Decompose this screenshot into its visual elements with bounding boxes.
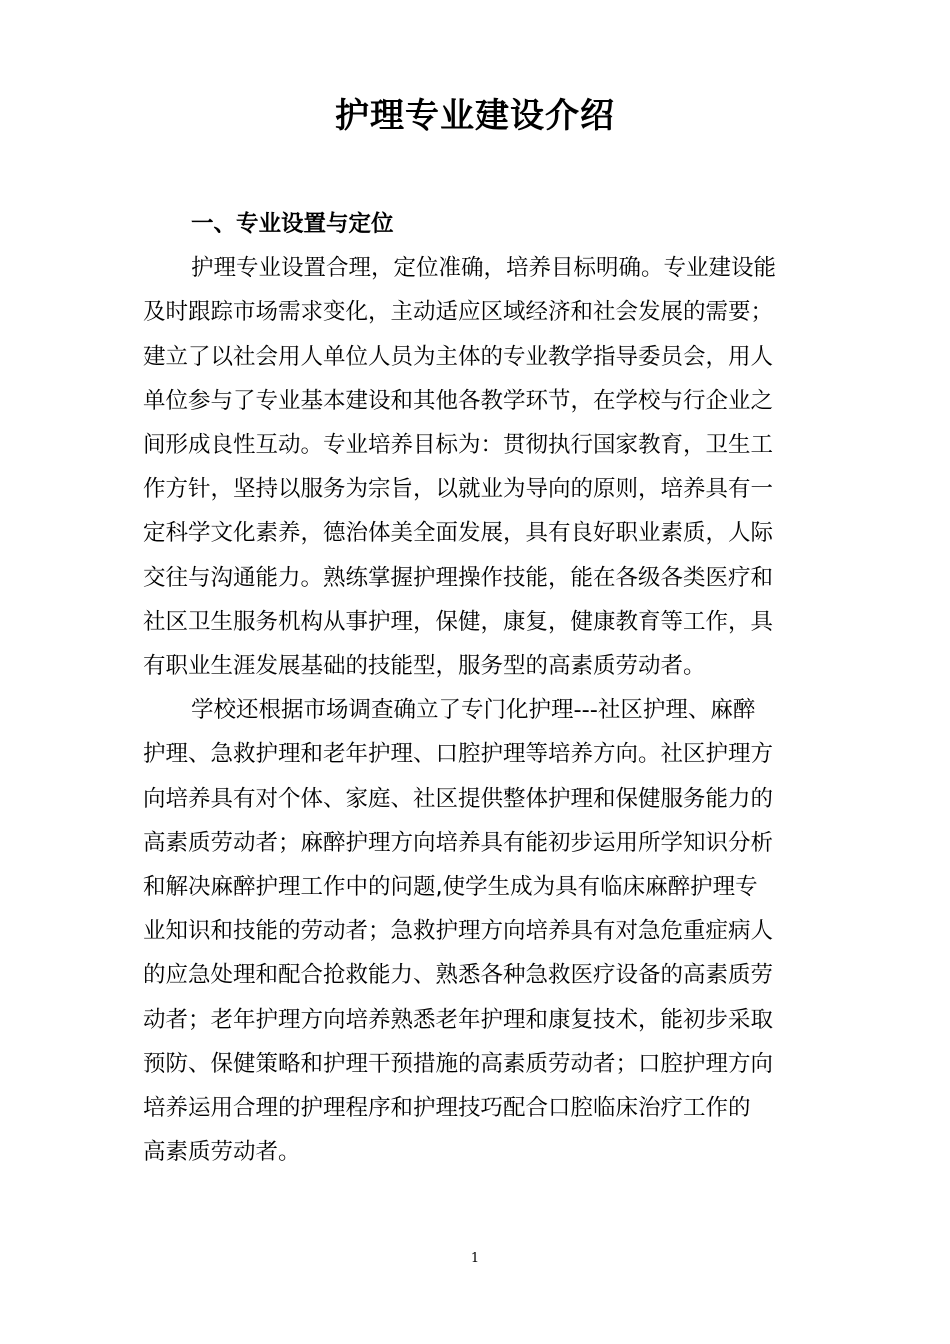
paragraph-line: 护理专业设置合理，定位准确，培养目标明确。专业建设能 <box>191 255 777 282</box>
paragraph-line: 学校还根据市场调查确立了专门化护理---社区护理、麻醉 <box>191 697 756 724</box>
document-title: 护理专业建设介绍 <box>335 96 615 136</box>
paragraph-1 <box>143 246 813 688</box>
paragraph-line: 的应急处理和配合抢救能力、熟悉各种急救医疗设备的高素质劳 <box>143 962 774 989</box>
paragraph-line: 和解决麻醉护理工作中的问题,使学生成为具有临床麻醉护理专 <box>143 874 758 901</box>
paragraph-line: 护理、急救护理和老年护理、口腔护理等培养方向。社区护理方 <box>143 741 774 768</box>
paragraph-line: 培养运用合理的护理程序和护理技巧配合口腔临床治疗工作的 <box>143 1095 751 1122</box>
paragraph-line: 动者；老年护理方向培养熟悉老年护理和康复技术，能初步采取 <box>143 1006 774 1033</box>
paragraph-line: 单位参与了专业基本建设和其他各教学环节，在学校与行企业之 <box>143 387 774 414</box>
paragraph-line: 高素质劳动者；麻醉护理方向培养具有能初步运用所学知识分析 <box>143 829 774 856</box>
paragraph-line: 定科学文化素养，德治体美全面发展，具有良好职业素质，人际 <box>143 520 774 547</box>
paragraph-line: 交往与沟通能力。熟练掌握护理操作技能，能在各级各类医疗和 <box>143 564 774 591</box>
paragraph-line: 建立了以社会用人单位人员为主体的专业教学指导委员会，用人 <box>143 343 774 370</box>
paragraph-line: 有职业生涯发展基础的技能型，服务型的高素质劳动者。 <box>143 653 706 680</box>
paragraph-line: 间形成良性互动。专业培养目标为：贯彻执行国家教育，卫生工 <box>143 432 774 459</box>
paragraph-line: 预防、保健策略和护理干预措施的高素质劳动者；口腔护理方向 <box>143 1050 774 1077</box>
document-body <box>143 202 813 1174</box>
paragraph-line: 及时跟踪市场需求变化，主动适应区域经济和社会发展的需要； <box>143 299 774 326</box>
paragraph-line: 作方针，坚持以服务为宗旨，以就业为导向的原则，培养具有一 <box>143 476 774 503</box>
paragraph-line: 向培养具有对个体、家庭、社区提供整体护理和保健服务能力的 <box>143 785 774 812</box>
page-number: 1 <box>470 1251 480 1266</box>
paragraph-2 <box>143 688 813 1174</box>
section-heading: 一、专业设置与定位 <box>191 211 394 237</box>
paragraph-line: 业知识和技能的劳动者；急救护理方向培养具有对急危重症病人 <box>143 918 774 945</box>
paragraph-line: 高素质劳动者。 <box>143 1139 301 1166</box>
paragraph-line: 社区卫生服务机构从事护理，保健，康复，健康教育等工作，具 <box>143 608 774 635</box>
